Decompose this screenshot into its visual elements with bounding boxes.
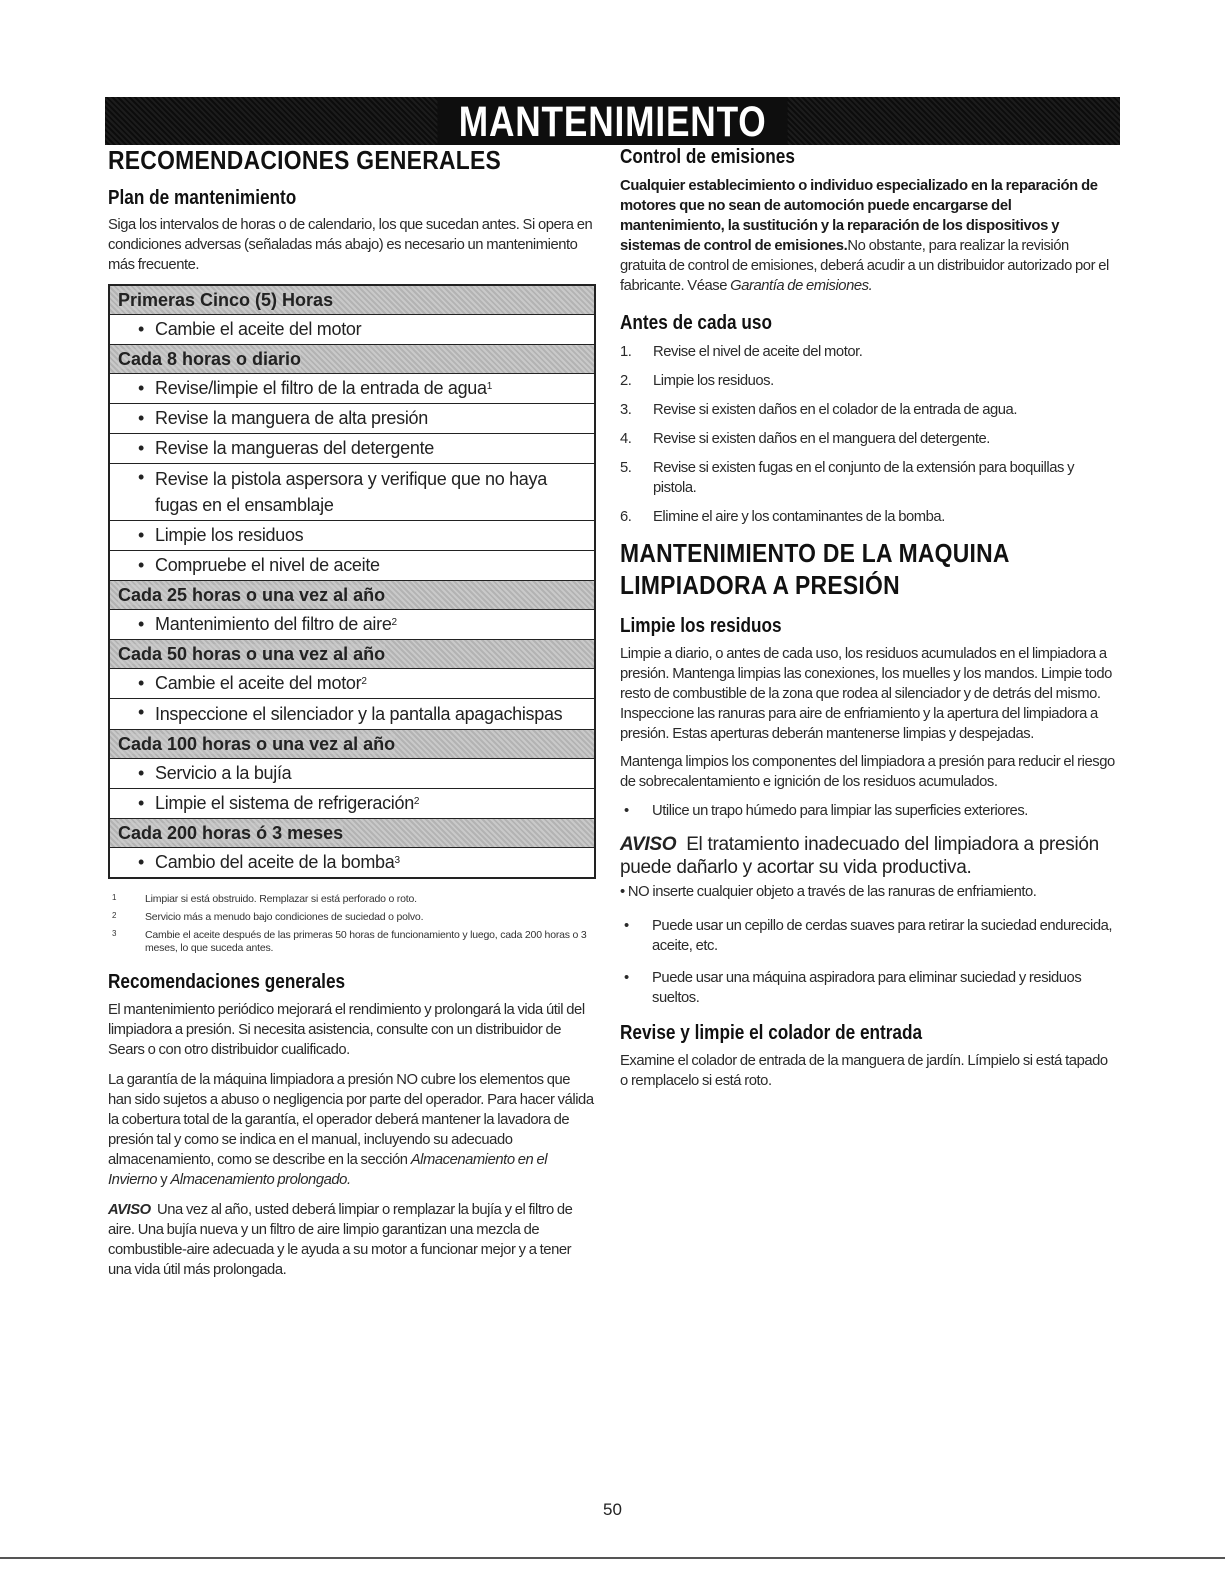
schedule-interval-header: Cada 100 horas o una vez al año (110, 730, 594, 759)
recomendaciones-heading: RECOMENDACIONES GENERALES (108, 145, 502, 175)
schedule-interval-header: Cada 8 horas o diario (110, 345, 594, 374)
bottom-rule (0, 1557, 1225, 1559)
schedule-task-row: • Cambie el aceite del motor (110, 315, 594, 345)
schedule-task-row: • Revise/limpie el filtro de la entrada de agua$^1$ (110, 374, 594, 404)
residuos-bullet-list (620, 801, 1115, 821)
list-item: 3. Revise si existen daños en el colador de la entrada de agua. (620, 402, 1017, 418)
list-item: 1. Revise el nivel de aceite del motor. (620, 344, 863, 360)
recomendaciones-p1: El mantenimiento periódico mejorará el rendimiento y prolongará la vida útil del limpiadora a presión. Si necesita asistencia, consulte con un distribuidor de Sears o con otro distribuidor cualificado. (108, 1002, 585, 1058)
schedule-interval-header: Cada 200 horas ó 3 meses (110, 819, 594, 848)
footnotes (108, 893, 596, 955)
list-item: 6. Elimine el aire y los contaminantes de la bomba. (620, 509, 945, 525)
footnote: 2 Servicio más a menudo bajo condiciones de suciedad o polvo. (112, 911, 424, 923)
page-number: 50 (603, 1500, 622, 1519)
residuos-p1: Limpie a diario, o antes de cada uso, los residuos acumulados en el limpiadora a presión. Mantenga limpias las conexiones, los muelles y los mandos. Limpie todo resto de combustible de la zona que rodea al silenciador y de detrás del mismo. Inspeccione las ranuras para aire de enfriamiento y la apertura del limpiadora a presión. Estas aperturas deberán mantenerse limpias y despejadas. (620, 646, 1112, 742)
recomendaciones-generales-heading: Recomendaciones generales (108, 971, 346, 993)
list-item: • Utilice un trapo húmedo para limpiar las superficies exteriores. (624, 803, 1028, 819)
aviso-label: AVISO (108, 1202, 151, 1218)
list-item: • Puede usar un cepillo de cerdas suaves para retirar la suciedad endurecida, aceite, etc. (624, 918, 1113, 954)
colador-paragraph: Examine el colador de entrada de la manguera de jardín. Límpielo si está tapado o remplacelo si está roto. (620, 1053, 1108, 1089)
schedule-task-row: • Cambio del aceite de la bomba$^3$ (138, 852, 400, 872)
banner-title: MANTENIMIENTO (437, 97, 787, 145)
emisiones-paragraph: Cualquier establecimiento o individuo especializado en la reparación de motores que no sean de automoción puede encargarse del mantenimiento, la sustitución y la reparación de los dispositivos y sistemas de control de emisiones.No obstante, para realizar la revisión gratuita de control de emisiones, deberá acudir a un distribuidor autorizado por el fabricante. Véase Garantía de emisiones. (620, 178, 1109, 294)
aviso-label: AVISO (620, 834, 677, 855)
list-item: • Puede usar una máquina aspiradora para eliminar suciedad y residuos sueltos. (624, 970, 1082, 1006)
list-item: 2. Limpie los residuos. (620, 373, 774, 389)
right-column (620, 142, 1115, 1091)
colador-heading: Revise y limpie el colador de entrada (620, 1022, 923, 1044)
maintenance-schedule-table (108, 284, 596, 879)
residuos-extra-bullets (620, 916, 1115, 1008)
schedule-task-row: • Limpie el sistema de refrigeración$^2$ (110, 789, 594, 819)
footnote: 3 Cambie el aceite después de las primeras 50 horas de funcionamiento y luego, cada 200 horas o 3 meses, lo que suceda antes. (112, 929, 587, 954)
list-item: 5. Revise si existen fugas en el conjunto de la extensión para boquillas y pistola. (620, 460, 1075, 496)
residuos-p2: Mantenga limpios los componentes del limpiadora a presión para reducir el riesgo de sobrecalentamiento e ignición de los residuos acumulados. (620, 754, 1115, 790)
list-item: 4. Revise si existen daños en el manguera del detergente. (620, 431, 990, 447)
maquina-heading: MANTENIMIENTO DE LA MAQUINA LIMPIADORA A PRESIÓN (620, 538, 1010, 600)
footnote: 1 Limpiar si está obstruido. Remplazar si está perforado o roto. (112, 893, 417, 905)
schedule-task-row: • Servicio a la bujía (110, 759, 594, 789)
schedule-task-row: • Inspeccione el silenciador y la pantalla apagachispas (110, 699, 594, 730)
recomendaciones-p2: La garantía de la máquina limpiadora a presión NO cubre los elementos que han sido sujetos a abuso o negligencia por parte del operador. Para hacer válida la cobertura total de la garantía, el operador deberá mantener la lavadora de presión tal y como se indica en el manual, incluyendo su adecuado almacenamiento, como se describe en la sección Almacenamiento en el Invierno y Almacenamiento prolongado. (108, 1072, 594, 1188)
plan-heading: Plan de mantenimiento (108, 187, 297, 209)
schedule-task-row: • Revise la manguera de alta presión (110, 404, 594, 434)
schedule-interval-header: Primeras Cinco (5) Horas (110, 286, 594, 315)
plan-paragraph: Siga los intervalos de horas o de calendario, los que sucedan antes. Si opera en condiciones adversas (señaladas más abajo) es necesario un mantenimiento más frecuente. (108, 217, 593, 273)
schedule-task-row: • Revise la pistola aspersora y verifique que no haya fugas en el ensamblaje (110, 464, 594, 521)
emisiones-heading: Control de emisiones (620, 146, 795, 168)
schedule-task-row: • Compruebe el nivel de aceite (110, 551, 594, 581)
schedule-interval-header: Cada 25 horas o una vez al año (110, 581, 594, 610)
residuos-heading: Limpie los residuos (620, 615, 782, 637)
aviso-paragraph: AVISO Una vez al año, usted deberá limpiar o remplazar la bujía y el filtro de aire. Una bujía nueva y un filtro de aire limpio garantizan una mezcla de combustible-aire adecuada y le ayuda a su motor a funcionar mejor y a tener una vida útil más prolongada. (108, 1202, 573, 1278)
aviso-note: • NO inserte cualquier objeto a través de las ranuras de enfriamiento. (620, 884, 1037, 900)
schedule-task-row: • Revise la mangueras del detergente (110, 434, 594, 464)
aviso-warning: AVISO El tratamiento inadecuado del limpiadora a presión puede dañarlo y acortar su vida productiva. (620, 834, 1099, 878)
section-banner (105, 97, 1120, 145)
antes-heading: Antes de cada uso (620, 312, 772, 334)
antes-list (620, 342, 1115, 527)
schedule-task-row: • Limpie los residuos (110, 521, 594, 551)
schedule-task-row: • Cambie el aceite del motor$^2$ (110, 669, 594, 699)
schedule-interval-header: Cada 50 horas o una vez al año (110, 640, 594, 669)
left-column (108, 142, 596, 1280)
schedule-task-row: • Mantenimiento del filtro de aire$^2$ (110, 610, 594, 640)
